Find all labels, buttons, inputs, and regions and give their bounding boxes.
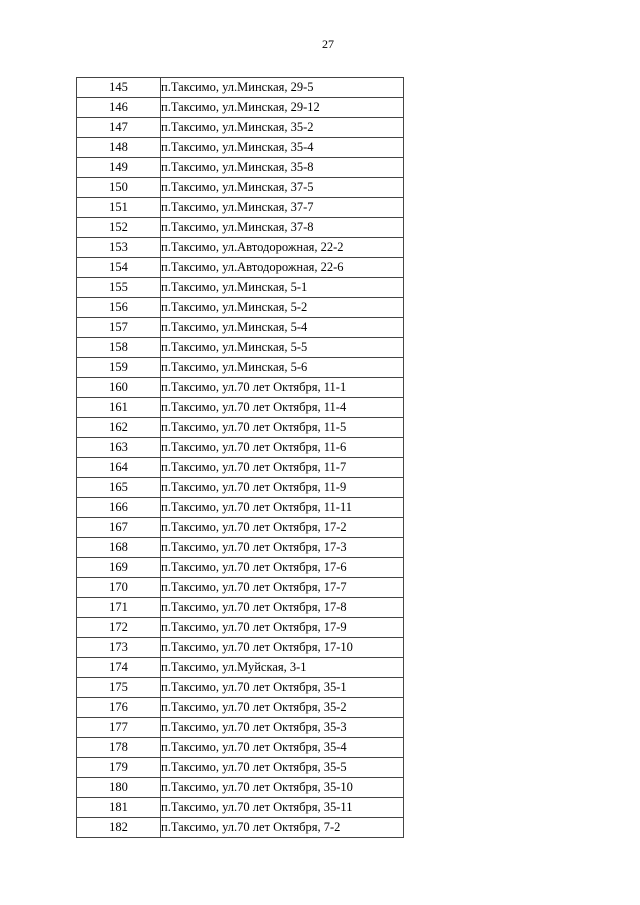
table-row <box>77 478 404 498</box>
row-number: 177 <box>77 718 161 738</box>
row-address: п.Таксимо, ул.70 лет Октября, 17-2 <box>161 518 404 538</box>
row-number: 160 <box>77 378 161 398</box>
row-number: 180 <box>77 778 161 798</box>
row-address: п.Таксимо, ул.70 лет Октября, 17-9 <box>161 618 404 638</box>
table-row <box>77 198 404 218</box>
row-address: п.Таксимо, ул.70 лет Октября, 11-5 <box>161 418 404 438</box>
row-number: 164 <box>77 458 161 478</box>
row-number: 171 <box>77 598 161 618</box>
table-row <box>77 778 404 798</box>
row-address: п.Таксимо, ул.Автодорожная, 22-6 <box>161 258 404 278</box>
row-address: п.Таксимо, ул.70 лет Октября, 35-1 <box>161 678 404 698</box>
row-address: п.Таксимо, ул.70 лет Октября, 35-5 <box>161 758 404 778</box>
row-address: п.Таксимо, ул.Минская, 5-1 <box>161 278 404 298</box>
row-number: 154 <box>77 258 161 278</box>
row-address: п.Таксимо, ул.70 лет Октября, 11-6 <box>161 438 404 458</box>
table-row <box>77 78 404 98</box>
table-row <box>77 618 404 638</box>
row-number: 152 <box>77 218 161 238</box>
row-address: п.Таксимо, ул.70 лет Октября, 11-7 <box>161 458 404 478</box>
row-address: п.Таксимо, ул.70 лет Октября, 35-4 <box>161 738 404 758</box>
row-number: 148 <box>77 138 161 158</box>
row-address: п.Таксимо, ул.70 лет Октября, 7-2 <box>161 818 404 838</box>
row-number: 181 <box>77 798 161 818</box>
row-address: п.Таксимо, ул.Минская, 35-2 <box>161 118 404 138</box>
table-row <box>77 558 404 578</box>
table-row <box>77 218 404 238</box>
row-number: 170 <box>77 578 161 598</box>
table-row <box>77 438 404 458</box>
row-number: 162 <box>77 418 161 438</box>
row-address: п.Таксимо, ул.Минская, 5-5 <box>161 338 404 358</box>
row-address: п.Таксимо, ул.70 лет Октября, 17-10 <box>161 638 404 658</box>
table-row <box>77 678 404 698</box>
row-number: 158 <box>77 338 161 358</box>
row-number: 169 <box>77 558 161 578</box>
row-address: п.Таксимо, ул.70 лет Октября, 11-9 <box>161 478 404 498</box>
row-address: п.Таксимо, ул.Минская, 35-4 <box>161 138 404 158</box>
row-address: п.Таксимо, ул.70 лет Октября, 17-7 <box>161 578 404 598</box>
row-number: 173 <box>77 638 161 658</box>
row-number: 176 <box>77 698 161 718</box>
address-table <box>76 77 404 838</box>
table-row <box>77 258 404 278</box>
address-table-body <box>77 78 404 838</box>
row-address: п.Таксимо, ул.Минская, 5-6 <box>161 358 404 378</box>
row-number: 146 <box>77 98 161 118</box>
row-number: 147 <box>77 118 161 138</box>
table-row <box>77 138 404 158</box>
table-row <box>77 718 404 738</box>
table-row <box>77 98 404 118</box>
table-row <box>77 518 404 538</box>
row-number: 151 <box>77 198 161 218</box>
row-address: п.Таксимо, ул.70 лет Октября, 35-3 <box>161 718 404 738</box>
row-number: 156 <box>77 298 161 318</box>
row-number: 163 <box>77 438 161 458</box>
row-number: 179 <box>77 758 161 778</box>
row-number: 182 <box>77 818 161 838</box>
row-number: 165 <box>77 478 161 498</box>
row-address: п.Таксимо, ул.Минская, 5-4 <box>161 318 404 338</box>
table-row <box>77 418 404 438</box>
row-number: 149 <box>77 158 161 178</box>
table-row <box>77 158 404 178</box>
table-row <box>77 398 404 418</box>
row-address: п.Таксимо, ул.70 лет Октября, 17-8 <box>161 598 404 618</box>
table-row <box>77 458 404 478</box>
row-address: п.Таксимо, ул.70 лет Октября, 35-2 <box>161 698 404 718</box>
table-row <box>77 578 404 598</box>
table-row <box>77 358 404 378</box>
row-address: п.Таксимо, ул.70 лет Октября, 11-11 <box>161 498 404 518</box>
table-row <box>77 598 404 618</box>
row-address: п.Таксимо, ул.Минская, 35-8 <box>161 158 404 178</box>
table-row <box>77 538 404 558</box>
row-address: п.Таксимо, ул.70 лет Октября, 17-6 <box>161 558 404 578</box>
table-row <box>77 118 404 138</box>
table-row <box>77 798 404 818</box>
row-number: 155 <box>77 278 161 298</box>
row-number: 145 <box>77 78 161 98</box>
row-address: п.Таксимо, ул.70 лет Октября, 11-1 <box>161 378 404 398</box>
row-address: п.Таксимо, ул.Минская, 29-5 <box>161 78 404 98</box>
row-address: п.Таксимо, ул.Муйская, 3-1 <box>161 658 404 678</box>
row-address: п.Таксимо, ул.Минская, 37-7 <box>161 198 404 218</box>
row-number: 159 <box>77 358 161 378</box>
row-number: 167 <box>77 518 161 538</box>
table-row <box>77 818 404 838</box>
table-row <box>77 698 404 718</box>
table-row <box>77 498 404 518</box>
table-row <box>77 318 404 338</box>
row-address: п.Таксимо, ул.70 лет Октября, 17-3 <box>161 538 404 558</box>
row-address: п.Таксимо, ул.70 лет Октября, 35-11 <box>161 798 404 818</box>
row-address: п.Таксимо, ул.Минская, 5-2 <box>161 298 404 318</box>
table-row <box>77 338 404 358</box>
row-number: 166 <box>77 498 161 518</box>
row-address: п.Таксимо, ул.70 лет Октября, 11-4 <box>161 398 404 418</box>
row-address: п.Таксимо, ул.70 лет Октября, 35-10 <box>161 778 404 798</box>
row-number: 150 <box>77 178 161 198</box>
row-number: 161 <box>77 398 161 418</box>
row-number: 175 <box>77 678 161 698</box>
row-address: п.Таксимо, ул.Минская, 37-5 <box>161 178 404 198</box>
table-row <box>77 298 404 318</box>
row-address: п.Таксимо, ул.Автодорожная, 22-2 <box>161 238 404 258</box>
row-number: 172 <box>77 618 161 638</box>
page-number: 27 <box>322 37 334 51</box>
table-row <box>77 238 404 258</box>
table-row <box>77 638 404 658</box>
row-number: 157 <box>77 318 161 338</box>
table-row <box>77 278 404 298</box>
table-row <box>77 758 404 778</box>
table-row <box>77 378 404 398</box>
table-row <box>77 738 404 758</box>
table-row <box>77 178 404 198</box>
row-address: п.Таксимо, ул.Минская, 29-12 <box>161 98 404 118</box>
row-number: 153 <box>77 238 161 258</box>
row-number: 178 <box>77 738 161 758</box>
row-address: п.Таксимо, ул.Минская, 37-8 <box>161 218 404 238</box>
row-number: 168 <box>77 538 161 558</box>
table-row <box>77 658 404 678</box>
row-number: 174 <box>77 658 161 678</box>
